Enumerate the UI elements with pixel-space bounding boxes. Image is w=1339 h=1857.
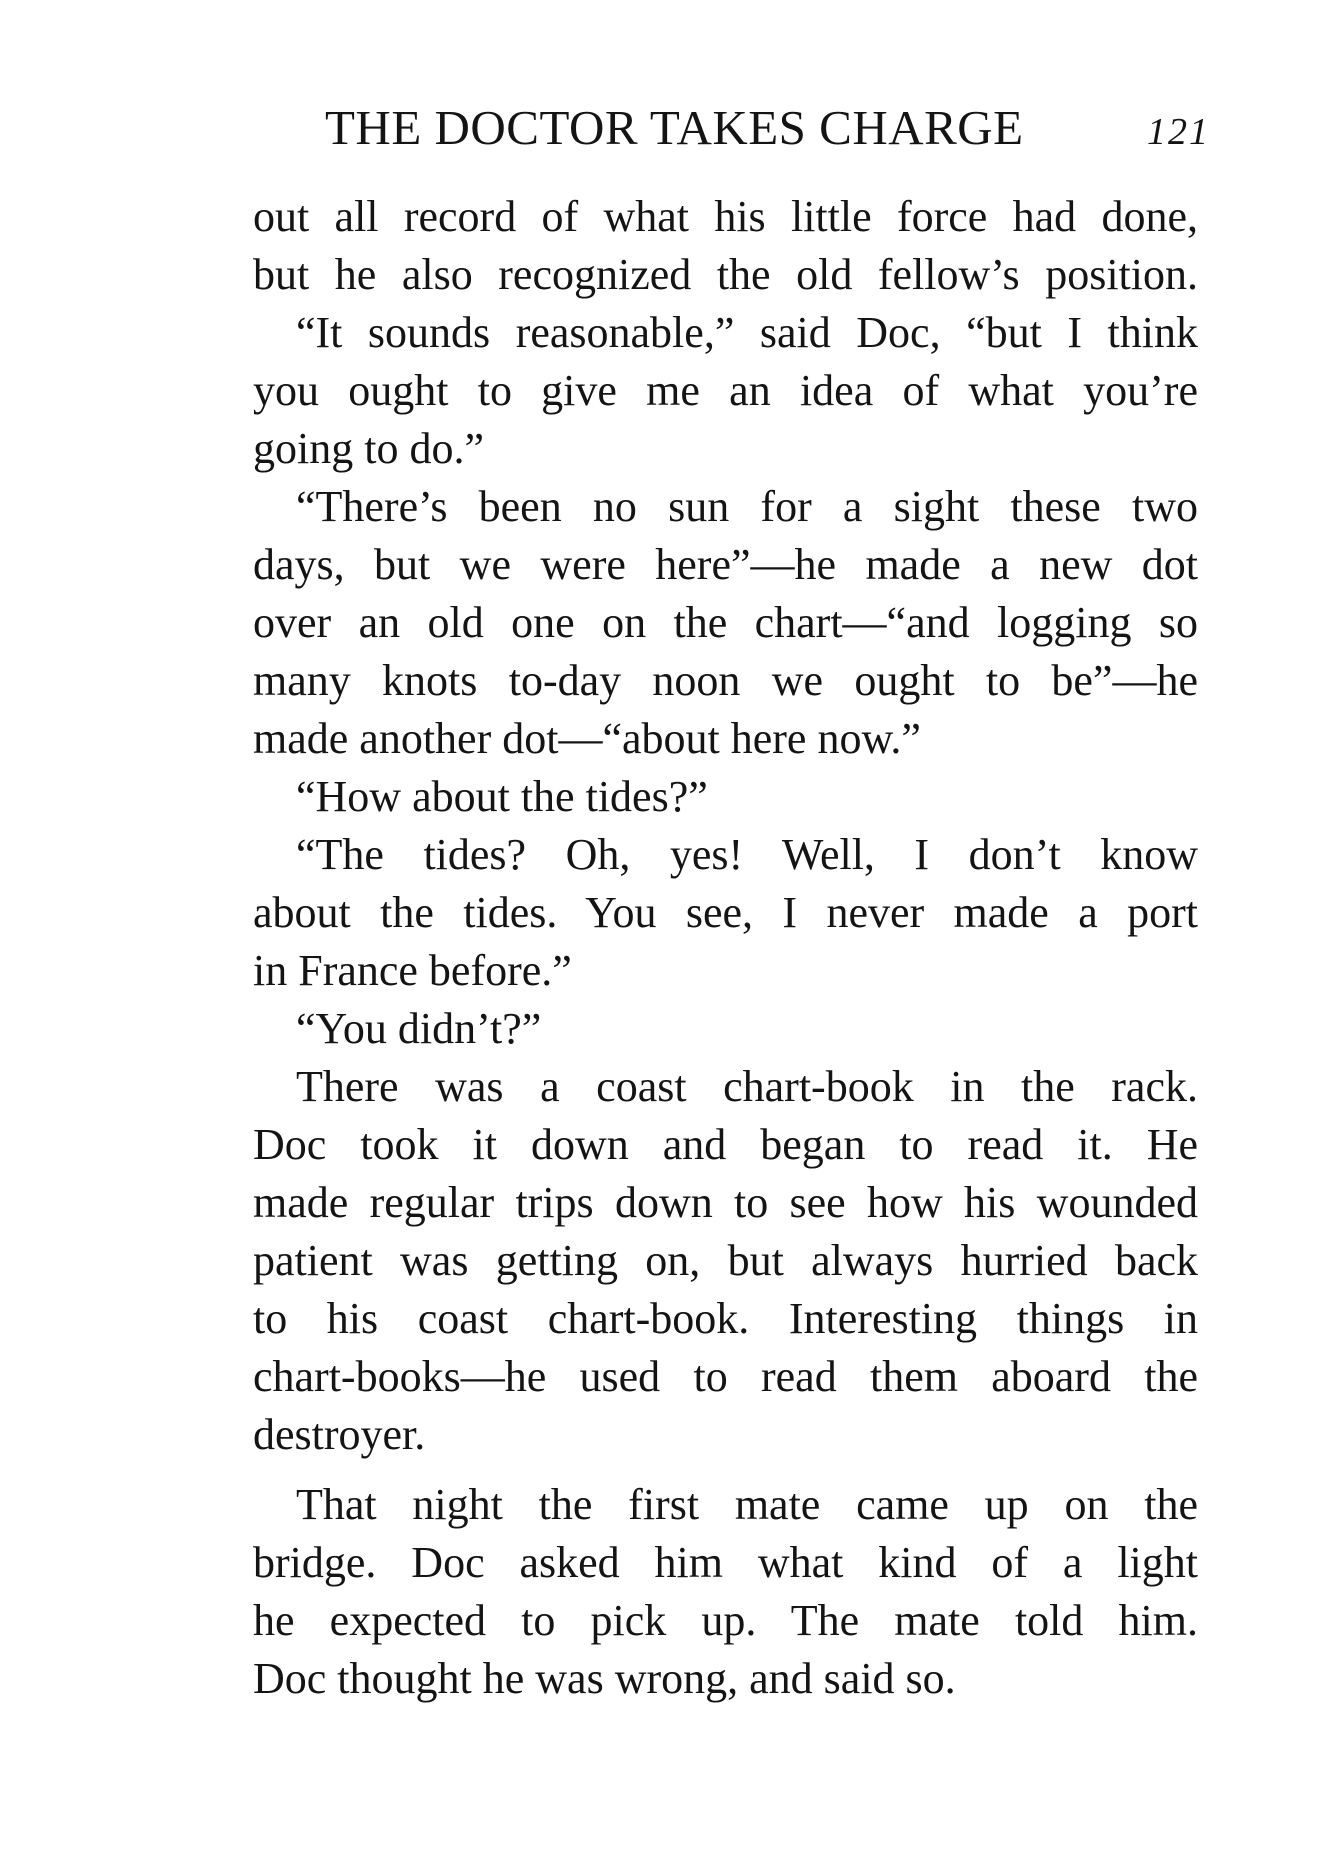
page-number: 121 [1147, 111, 1210, 153]
paragraph-gap [253, 1464, 1198, 1476]
text-line: That night the first mate came up on the [296, 1480, 1198, 1529]
text-line: Doc took it down and began to read it. He [253, 1120, 1198, 1169]
body-text [253, 188, 1198, 1708]
text-line: “You didn’t?” [296, 1004, 542, 1053]
text-line: you ought to give me an idea of what you’re [253, 366, 1198, 415]
text-line: over an old one on the chart—“and logging so [253, 598, 1198, 647]
text-line: made regular trips down to see how his wounded [253, 1178, 1198, 1227]
text-line: “The tides? Oh, yes! Well, I don’t know [296, 830, 1198, 879]
text-line: he expected to pick up. The mate told him. [253, 1596, 1198, 1645]
text-line: destroyer. [253, 1410, 426, 1459]
running-title: THE DOCTOR TAKES CHARGE [325, 100, 1024, 155]
text-line: chart-books—he used to read them aboard the [253, 1352, 1198, 1401]
text-line: “It sounds reasonable,” said Doc, “but I think [296, 308, 1198, 357]
text-line: but he also recognized the old fellow’s position. [253, 250, 1198, 299]
text-line: “There’s been no sun for a sight these two [296, 482, 1198, 531]
text-line: days, but we were here”—he made a new dot [253, 540, 1198, 589]
text-line: made another dot—“about here now.” [253, 714, 921, 763]
text-line: out all record of what his little force had done, [253, 192, 1198, 241]
text-line: to his coast chart-book. Interesting things in [253, 1294, 1198, 1343]
text-line: about the tides. You see, I never made a port [253, 888, 1198, 937]
text-line: “How about the tides?” [296, 772, 708, 821]
text-line: many knots to-day noon we ought to be”—he [253, 656, 1198, 705]
running-head [325, 98, 1210, 158]
text-line: in France before.” [253, 946, 572, 995]
text-line: There was a coast chart-book in the rack. [296, 1062, 1198, 1111]
text-line: bridge. Doc asked him what kind of a light [253, 1538, 1198, 1587]
text-line: patient was getting on, but always hurried back [253, 1236, 1198, 1285]
text-line: Doc thought he was wrong, and said so. [253, 1654, 956, 1703]
text-line: going to do.” [253, 424, 484, 473]
